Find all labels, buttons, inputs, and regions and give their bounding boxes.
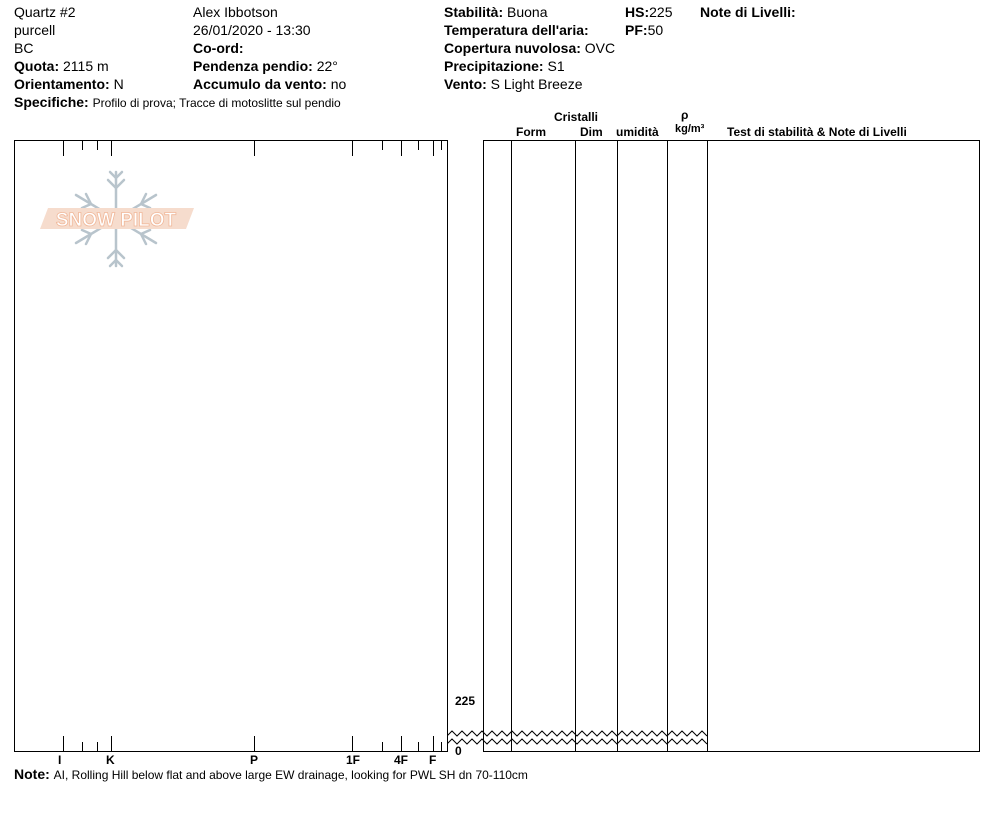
hardness-label-p: P xyxy=(250,753,259,767)
tick-bottom-p xyxy=(254,736,255,752)
aspect xyxy=(14,76,124,92)
slope-angle-label: Pendenza pendio: xyxy=(193,58,313,74)
coordinates xyxy=(193,40,244,56)
form-header: Form xyxy=(516,125,546,139)
precipitation xyxy=(444,58,565,74)
cloud-cover-label: Copertura nuvolosa: xyxy=(444,40,581,56)
tick-top-1f xyxy=(352,140,353,156)
snow-height-label: HS: xyxy=(625,4,650,20)
crystals-header: Cristalli xyxy=(554,110,599,124)
hardness-label-1f: 1F xyxy=(346,753,361,767)
density-symbol: ρ xyxy=(681,108,689,122)
penetration-foot xyxy=(625,22,663,38)
tick-top-minor xyxy=(97,140,98,150)
column-divider xyxy=(511,140,512,752)
wind-loading-value: no xyxy=(330,76,347,92)
aspect-label: Orientamento: xyxy=(14,76,110,92)
precipitation-label: Precipitazione: xyxy=(444,58,544,74)
air-temperature xyxy=(444,22,589,38)
specifics-label: Specifiche: xyxy=(14,94,89,110)
aspect-value: N xyxy=(113,76,124,92)
observer-name: Alex Ibbotson xyxy=(193,4,278,20)
column-divider xyxy=(707,140,708,752)
range-name: purcell xyxy=(14,22,56,38)
tick-top-minor xyxy=(82,140,83,150)
humidity-header: umidità xyxy=(616,125,659,139)
tick-bottom-i xyxy=(63,736,64,752)
slope-angle-value: 22° xyxy=(316,58,338,74)
tick-bottom-minor xyxy=(382,742,383,752)
hardness-label-4f: 4F xyxy=(394,753,409,767)
snowpilot-logo xyxy=(38,168,194,270)
cloud-cover xyxy=(444,40,615,56)
tick-bottom-minor xyxy=(97,742,98,752)
note xyxy=(14,766,528,782)
wind-value: S Light Breeze xyxy=(490,76,583,92)
region-name: BC xyxy=(14,40,34,56)
air-temperature-label: Temperatura dell'aria: xyxy=(444,22,589,38)
tick-top-minor xyxy=(382,140,383,150)
snowflake-icon xyxy=(38,168,194,270)
tick-bottom-minor xyxy=(441,742,442,752)
tests-header: Test di stabilità & Note di Livelli xyxy=(727,125,907,139)
logo-text: SNOW PILOT xyxy=(55,210,177,231)
dim-header: Dim xyxy=(580,125,603,139)
wind-loading xyxy=(193,76,346,92)
tick-bottom-minor xyxy=(82,742,83,752)
note-value: AI, Rolling Hill below flat and above large EW drainage, looking for PWL SH dn 70-110cm xyxy=(53,768,528,782)
elevation-value: 2115 m xyxy=(63,58,109,74)
layer-notes-label: Note di Livelli: xyxy=(700,4,796,20)
cloud-cover-value: OVC xyxy=(584,40,616,56)
tick-top-k xyxy=(111,140,112,156)
note-label: Note: xyxy=(14,766,50,782)
elevation-label: Quota: xyxy=(14,58,60,74)
site-name: Quartz #2 xyxy=(14,4,76,20)
hardness-label-i: I xyxy=(58,753,62,767)
density-unit: kg/m³ xyxy=(675,123,705,135)
tick-top-minor xyxy=(418,140,419,150)
hardness-label-f: F xyxy=(429,753,437,767)
tick-top-minor xyxy=(441,140,442,150)
column-divider xyxy=(575,140,576,752)
specifics xyxy=(14,94,341,110)
tick-bottom-f xyxy=(433,736,434,752)
observation-datetime: 26/01/2020 - 13:30 xyxy=(193,22,311,38)
depth-label-top: 225 xyxy=(455,694,476,708)
layer-data-table xyxy=(483,140,980,752)
specifics-value: Profilo di prova; Tracce di motoslitte sul pendio xyxy=(92,96,341,110)
tick-top-i xyxy=(63,140,64,156)
tick-bottom-k xyxy=(111,736,112,752)
tick-top-p xyxy=(254,140,255,156)
penetration-foot-value: 50 xyxy=(647,22,664,38)
depth-break-zigzag xyxy=(447,728,709,748)
wind xyxy=(444,76,583,92)
tick-bottom-1f xyxy=(352,736,353,752)
tick-bottom-4f xyxy=(401,736,402,752)
depth-label-bottom: 0 xyxy=(455,744,462,758)
stability-label: Stabilità: xyxy=(444,4,504,20)
wind-loading-label: Accumulo da vento: xyxy=(193,76,327,92)
precipitation-value: S1 xyxy=(547,58,565,74)
stability xyxy=(444,4,548,20)
elevation xyxy=(14,58,109,74)
column-divider xyxy=(617,140,618,752)
slope-angle xyxy=(193,58,338,74)
coordinates-label: Co-ord: xyxy=(193,40,244,56)
stability-value: Buona xyxy=(507,4,548,20)
wind-label: Vento: xyxy=(444,76,487,92)
tick-top-f xyxy=(433,140,434,156)
hardness-label-k: K xyxy=(106,753,115,767)
tick-top-4f xyxy=(401,140,402,156)
tick-bottom-minor xyxy=(418,742,419,752)
snow-height xyxy=(625,4,672,20)
penetration-foot-label: PF: xyxy=(625,22,648,38)
snow-height-value: 225 xyxy=(649,4,673,20)
column-divider xyxy=(667,140,668,752)
